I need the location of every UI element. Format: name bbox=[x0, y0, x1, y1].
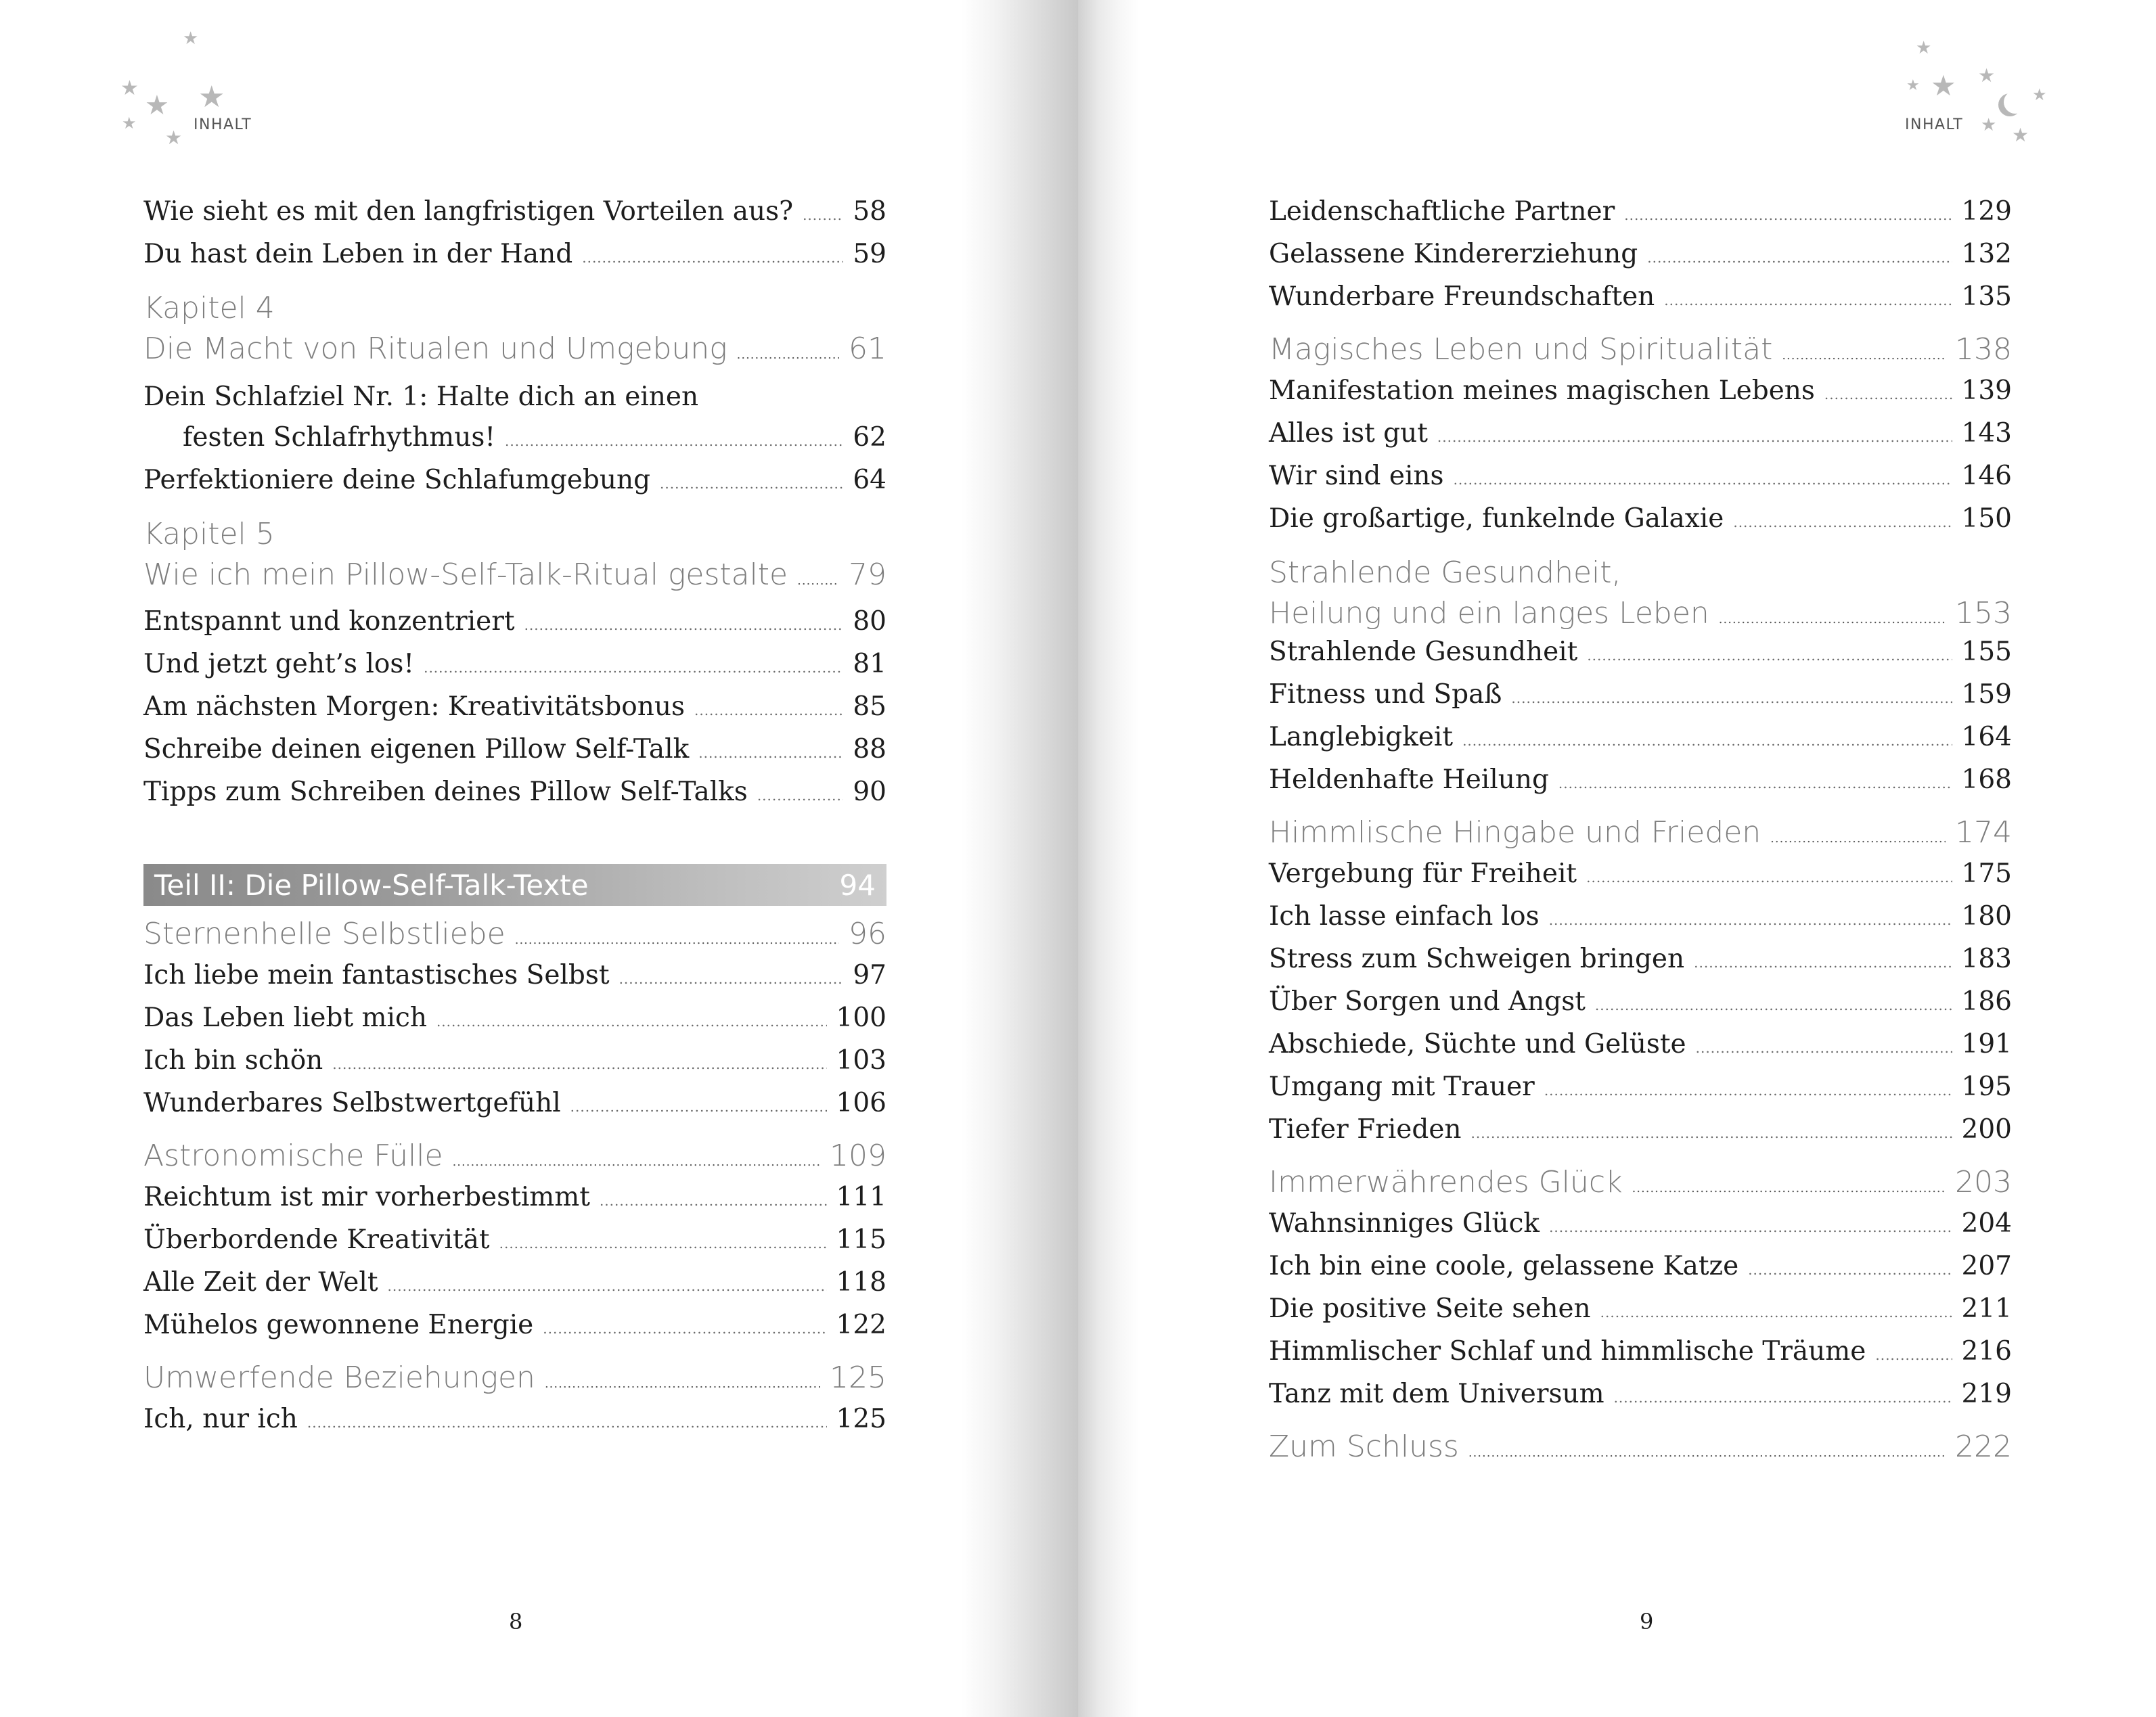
toc-entry: Die großartige, funkelnde Galaxie ..... 150 bbox=[1269, 503, 2012, 546]
star-icon: ★ bbox=[145, 90, 169, 121]
star-icon: ★ bbox=[198, 80, 225, 114]
toc-entry: Manifestation meines magischen Lebens ..... 139 bbox=[1269, 375, 2012, 418]
star-icon: ★ bbox=[1978, 64, 1996, 87]
toc-entry: Ich bin eine coole, gelassene Katze ..... 207 bbox=[1269, 1251, 2012, 1294]
toc-entry: Abschiede, Süchte und Gelüste ..... 191 bbox=[1269, 1029, 2012, 1072]
toc-entry: Fitness und Spaß ..... 159 bbox=[1269, 679, 2012, 722]
section-heading: Himmlische Hingabe und Frieden ..... 174 bbox=[1269, 815, 2012, 856]
toc-entry: Alles ist gut ..... 143 bbox=[1269, 418, 2012, 461]
chapter-label: Kapitel 4 bbox=[143, 291, 275, 325]
star-icon: ★ bbox=[122, 114, 137, 133]
section-heading: Astronomische Fülle ..... 109 bbox=[143, 1139, 886, 1179]
section-heading: Sternenhelle Selbstliebe ..... 96 bbox=[143, 917, 886, 957]
toc-entry: Leidenschaftliche Partner ..... 129 bbox=[1269, 196, 2012, 239]
star-icon: ★ bbox=[165, 127, 183, 149]
page-number-left: 8 bbox=[509, 1609, 523, 1634]
star-icon: ★ bbox=[1981, 115, 1997, 135]
chapter-heading bbox=[143, 517, 886, 598]
running-head-right: INHALT bbox=[1905, 116, 1964, 133]
section-title-line: Heilung und ein langes Leben ..... 153 bbox=[1269, 596, 2012, 637]
toc-entry: Am nächsten Morgen: Kreativitätsbonus ..... 85 bbox=[143, 691, 886, 734]
toc-entry: Wir sind eins ..... 146 bbox=[1269, 461, 2012, 503]
section-heading: Umwerfende Beziehungen ..... 125 bbox=[143, 1360, 886, 1401]
chapter-heading bbox=[143, 291, 886, 372]
toc-entry: Ich bin schön ..... 103 bbox=[143, 1045, 886, 1088]
toc-entry: Alle Zeit der Welt ..... 118 bbox=[143, 1267, 886, 1310]
toc-entry: Tanz mit dem Universum ..... 219 bbox=[1269, 1379, 2012, 1421]
toc-entry: Stress zum Schweigen bringen ..... 183 bbox=[1269, 944, 2012, 986]
toc-entry: Gelassene Kindererziehung ..... 132 bbox=[1269, 239, 2012, 281]
toc-entry: Heldenhafte Heilung ..... 168 bbox=[1269, 764, 2012, 807]
toc-entry: Himmlischer Schlaf und himmlische Träume ..... 216 bbox=[1269, 1336, 2012, 1379]
toc-entry: Du hast dein Leben in der Hand ..... 59 bbox=[143, 239, 886, 281]
chapter-title: Wie ich mein Pillow-Self-Talk-Ritual gestalte ..... 79 bbox=[143, 557, 886, 598]
section-heading: Magisches Leben und Spiritualität ..... 138 bbox=[1269, 332, 2012, 373]
toc-entry: Schreibe deinen eigenen Pillow Self-Talk ..... 88 bbox=[143, 734, 886, 777]
toc-entry: Mühelos gewonnene Energie ..... 122 bbox=[143, 1310, 886, 1352]
toc-entry: Ich, nur ich ..... 125 bbox=[143, 1404, 886, 1446]
toc-entry: Ich lasse einfach los ..... 180 bbox=[1269, 901, 2012, 944]
toc-entry: Wahnsinniges Glück ..... 204 bbox=[1269, 1208, 2012, 1251]
right-page bbox=[1078, 0, 2156, 1717]
toc-entry: Strahlende Gesundheit ..... 155 bbox=[1269, 637, 2012, 679]
toc-right bbox=[1269, 196, 2012, 1473]
star-icon: ★ bbox=[2032, 85, 2047, 104]
toc-entry: Perfektioniere deine Schlafumgebung ..... 64 bbox=[143, 465, 886, 507]
toc-entry: Wie sieht es mit den langfristigen Vorteilen aus? ..... 58 bbox=[143, 196, 886, 239]
part-heading-bar bbox=[143, 864, 886, 906]
toc-entry: Entspannt und konzentriert ..... 80 bbox=[143, 606, 886, 649]
toc-entry: Und jetzt geht’s los! ..... 81 bbox=[143, 649, 886, 691]
toc-entry-line: Dein Schlafziel Nr. 1: Halte dich an einen bbox=[143, 382, 699, 412]
part-title: Teil II: Die Pillow-Self-Talk-Texte bbox=[154, 868, 589, 902]
toc-entry: Tiefer Frieden ..... 200 bbox=[1269, 1114, 2012, 1157]
toc-entry: Langlebigkeit ..... 164 bbox=[1269, 722, 2012, 764]
part-page: 94 bbox=[839, 868, 876, 902]
star-icon: ★ bbox=[2012, 124, 2029, 146]
section-heading: Zum Schluss ..... 222 bbox=[1269, 1429, 2012, 1470]
section-heading: Immerwährendes Glück ..... 203 bbox=[1269, 1165, 2012, 1206]
star-icon: ★ bbox=[1916, 38, 1932, 58]
page-number-right: 9 bbox=[1640, 1609, 1654, 1634]
section-title-line: Strahlende Gesundheit, bbox=[1269, 555, 1621, 590]
chapter-label: Kapitel 5 bbox=[143, 517, 275, 551]
toc-entry: Das Leben liebt mich ..... 100 bbox=[143, 1003, 886, 1045]
star-icon: ★ bbox=[1906, 77, 1920, 94]
moon-icon bbox=[2004, 91, 2027, 114]
section-heading bbox=[1269, 555, 2012, 637]
toc-entry: Vergebung für Freiheit ..... 175 bbox=[1269, 858, 2012, 901]
toc-entry: Die positive Seite sehen ..... 211 bbox=[1269, 1294, 2012, 1336]
running-head-left: INHALT bbox=[194, 116, 252, 133]
toc-entry: Reichtum ist mir vorherbestimmt ..... 111 bbox=[143, 1182, 886, 1224]
toc-entry: Wunderbares Selbstwertgefühl ..... 106 bbox=[143, 1088, 886, 1130]
chapter-title: Die Macht von Ritualen und Umgebung ..... 61 bbox=[143, 331, 886, 372]
star-icon: ★ bbox=[1931, 69, 1956, 102]
toc-entry: Umgang mit Trauer ..... 195 bbox=[1269, 1072, 2012, 1114]
toc-entry: Über Sorgen und Angst ..... 186 bbox=[1269, 986, 2012, 1029]
toc-entry: Wunderbare Freundschaften ..... 135 bbox=[1269, 281, 2012, 324]
toc-entry: Tipps zum Schreiben deines Pillow Self-Talks ..... 90 bbox=[143, 777, 886, 819]
toc-left bbox=[143, 196, 886, 1446]
toc-entry: festen Schlafrhythmus! ..... 62 bbox=[143, 422, 886, 465]
toc-entry: Überbordende Kreativität ..... 115 bbox=[143, 1224, 886, 1267]
star-icon: ★ bbox=[120, 76, 139, 100]
star-icon: ★ bbox=[183, 28, 199, 49]
toc-entry: Ich liebe mein fantastisches Selbst ..... 97 bbox=[143, 960, 886, 1003]
